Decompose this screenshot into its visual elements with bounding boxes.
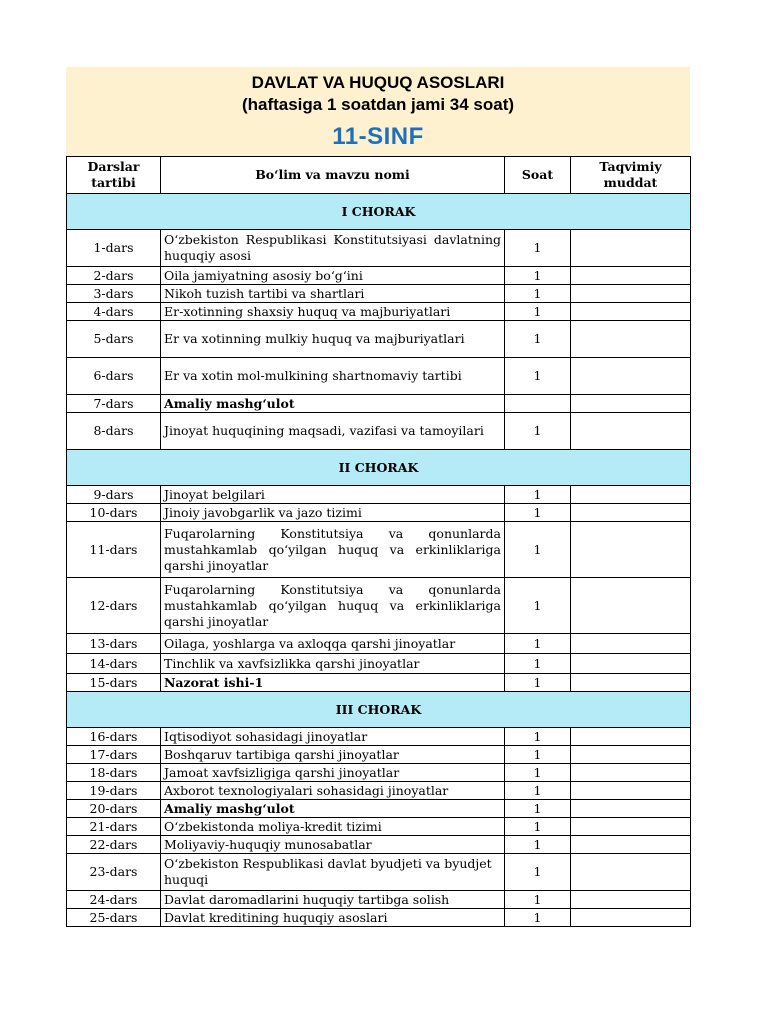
lesson-date (571, 654, 691, 674)
table-row (67, 358, 691, 395)
table-row (67, 836, 691, 854)
lesson-topic: Amaliy mashg‘ulot (161, 395, 505, 413)
lesson-topic: Er va xotinning mulkiy huquq va majburiyatlari (161, 321, 505, 358)
lesson-topic: O‘zbekistonda moliya-kredit tizimi (161, 818, 505, 836)
lesson-hours (505, 395, 571, 413)
lesson-date (571, 267, 691, 285)
lesson-number: 8-dars (67, 413, 161, 450)
lesson-topic: Amaliy mashg‘ulot (161, 800, 505, 818)
lesson-number: 23-dars (67, 854, 161, 891)
lesson-topic: Jinoyat belgilari (161, 486, 505, 504)
table-row (67, 486, 691, 504)
lesson-date (571, 674, 691, 692)
lesson-hours: 1 (505, 891, 571, 909)
lesson-hours: 1 (505, 836, 571, 854)
lesson-topic: Jamoat xavfsizligiga qarshi jinoyatlar (161, 764, 505, 782)
lesson-date (571, 303, 691, 321)
lesson-topic: Boshqaruv tartibiga qarshi jinoyatlar (161, 746, 505, 764)
lesson-date (571, 285, 691, 303)
lesson-number: 18-dars (67, 764, 161, 782)
lesson-hours: 1 (505, 634, 571, 654)
lesson-number: 3-dars (67, 285, 161, 303)
lesson-hours: 1 (505, 654, 571, 674)
lesson-number: 15-dars (67, 674, 161, 692)
lesson-hours: 1 (505, 504, 571, 522)
quarter-row (67, 450, 691, 486)
lesson-date (571, 909, 691, 927)
lesson-hours: 1 (505, 800, 571, 818)
table-row (67, 746, 691, 764)
document-subtitle: (haftasiga 1 soatdan jami 34 soat) (241, 95, 515, 114)
lesson-date (571, 764, 691, 782)
lesson-table (66, 156, 691, 927)
quarter-label: I CHORAK (67, 194, 691, 230)
table-row (67, 504, 691, 522)
table-row (67, 413, 691, 450)
lesson-hours: 1 (505, 230, 571, 267)
table-row (67, 634, 691, 654)
table-row (67, 230, 691, 267)
lesson-number: 20-dars (67, 800, 161, 818)
table-row (67, 321, 691, 358)
table-row (67, 522, 691, 578)
lesson-number: 17-dars (67, 746, 161, 764)
lesson-topic: Tinchlik va xavfsizlikka qarshi jinoyatlar (161, 654, 505, 674)
lesson-hours: 1 (505, 413, 571, 450)
lesson-hours: 1 (505, 285, 571, 303)
lesson-number: 24-dars (67, 891, 161, 909)
table-row (67, 854, 691, 891)
lesson-hours: 1 (505, 321, 571, 358)
lesson-topic: Davlat kreditining huquqiy asoslari (161, 909, 505, 927)
lesson-topic: Oilaga, yoshlarga va axloqqa qarshi jinoyatlar (161, 634, 505, 654)
lesson-date (571, 413, 691, 450)
lesson-hours: 1 (505, 728, 571, 746)
lesson-plan-sheet (66, 67, 690, 927)
column-header-hours: Soat (505, 157, 571, 194)
document-title: DAVLAT VA HUQUQ ASOSLARI (251, 73, 505, 92)
lesson-topic: O‘zbekiston Respublikasi Konstitutsiyasi davlatning huquqiy asosi (161, 230, 505, 267)
lesson-topic: Fuqarolarning Konstitutsiya va qonunlarda mustahkamlab qo‘yilgan huquq va erkinliklariga qarshi jinoyatlar (161, 522, 505, 578)
lesson-date (571, 321, 691, 358)
lesson-hours: 1 (505, 486, 571, 504)
lesson-hours: 1 (505, 267, 571, 285)
lesson-topic: Nazorat ishi-1 (161, 674, 505, 692)
lesson-date (571, 782, 691, 800)
lesson-number: 19-dars (67, 782, 161, 800)
lesson-hours: 1 (505, 854, 571, 891)
lesson-date (571, 634, 691, 654)
table-row (67, 285, 691, 303)
lesson-topic: Fuqarolarning Konstitutsiya va qonunlarda mustahkamlab qo‘yilgan huquq va erkinliklariga qarshi jinoyatlar (161, 578, 505, 634)
lesson-date (571, 578, 691, 634)
lesson-date (571, 230, 691, 267)
lesson-topic: Axborot texnologiyalari sohasidagi jinoyatlar (161, 782, 505, 800)
lesson-date (571, 891, 691, 909)
document-header (66, 67, 690, 156)
quarter-label: II CHORAK (67, 450, 691, 486)
lesson-number: 25-dars (67, 909, 161, 927)
quarter-row (67, 692, 691, 728)
lesson-hours: 1 (505, 909, 571, 927)
lesson-date (571, 728, 691, 746)
lesson-hours: 1 (505, 674, 571, 692)
table-row (67, 764, 691, 782)
lesson-topic: Jinoyat huquqining maqsadi, vazifasi va tamoyilari (161, 413, 505, 450)
lesson-hours: 1 (505, 303, 571, 321)
lesson-date (571, 486, 691, 504)
lesson-date (571, 818, 691, 836)
lesson-number: 14-dars (67, 654, 161, 674)
lesson-hours: 1 (505, 818, 571, 836)
table-row (67, 395, 691, 413)
lesson-topic: Jinoiy javobgarlik va jazo tizimi (161, 504, 505, 522)
lesson-number: 5-dars (67, 321, 161, 358)
lesson-topic: Iqtisodiyot sohasidagi jinoyatlar (161, 728, 505, 746)
lesson-number: 22-dars (67, 836, 161, 854)
column-header-order: Darslar tartibi (67, 157, 161, 194)
lesson-topic: Oila jamiyatning asosiy bo‘g‘ini (161, 267, 505, 285)
table-row (67, 728, 691, 746)
lesson-number: 9-dars (67, 486, 161, 504)
column-header-topic: Bo‘lim va mavzu nomi (161, 157, 505, 194)
lesson-date (571, 746, 691, 764)
lesson-hours: 1 (505, 782, 571, 800)
grade-title: 11-SINF (332, 123, 424, 150)
quarter-label: III CHORAK (67, 692, 691, 728)
table-row (67, 267, 691, 285)
lesson-date (571, 854, 691, 891)
table-row (67, 303, 691, 321)
table-row (67, 578, 691, 634)
table-row (67, 654, 691, 674)
lesson-topic: Moliyaviy-huquqiy munosabatlar (161, 836, 505, 854)
lesson-number: 16-dars (67, 728, 161, 746)
table-row (67, 909, 691, 927)
lesson-hours: 1 (505, 522, 571, 578)
table-row (67, 818, 691, 836)
lesson-number: 13-dars (67, 634, 161, 654)
lesson-number: 7-dars (67, 395, 161, 413)
lesson-number: 2-dars (67, 267, 161, 285)
quarter-row (67, 194, 691, 230)
lesson-date (571, 395, 691, 413)
lesson-date (571, 800, 691, 818)
lesson-number: 11-dars (67, 522, 161, 578)
lesson-topic: Er-xotinning shaxsiy huquq va majburiyatlari (161, 303, 505, 321)
lesson-topic: Er va xotin mol-mulkining shartnomaviy tartibi (161, 358, 505, 395)
table-row (67, 891, 691, 909)
lesson-date (571, 358, 691, 395)
lesson-number: 10-dars (67, 504, 161, 522)
lesson-date (571, 504, 691, 522)
lesson-number: 1-dars (67, 230, 161, 267)
lesson-hours: 1 (505, 358, 571, 395)
lesson-hours: 1 (505, 746, 571, 764)
lesson-number: 4-dars (67, 303, 161, 321)
column-header-date: Taqvimiy muddat (571, 157, 691, 194)
table-row (67, 782, 691, 800)
table-row (67, 674, 691, 692)
lesson-hours: 1 (505, 764, 571, 782)
lesson-hours: 1 (505, 578, 571, 634)
lesson-number: 12-dars (67, 578, 161, 634)
lesson-number: 6-dars (67, 358, 161, 395)
lesson-topic: Nikoh tuzish tartibi va shartlari (161, 285, 505, 303)
table-row (67, 800, 691, 818)
lesson-topic: Davlat daromadlarini huquqiy tartibga solish (161, 891, 505, 909)
lesson-date (571, 836, 691, 854)
lesson-number: 21-dars (67, 818, 161, 836)
lesson-topic: O‘zbekiston Respublikasi davlat byudjeti va byudjet huquqi (161, 854, 505, 891)
table-header-row (67, 157, 691, 194)
lesson-date (571, 522, 691, 578)
